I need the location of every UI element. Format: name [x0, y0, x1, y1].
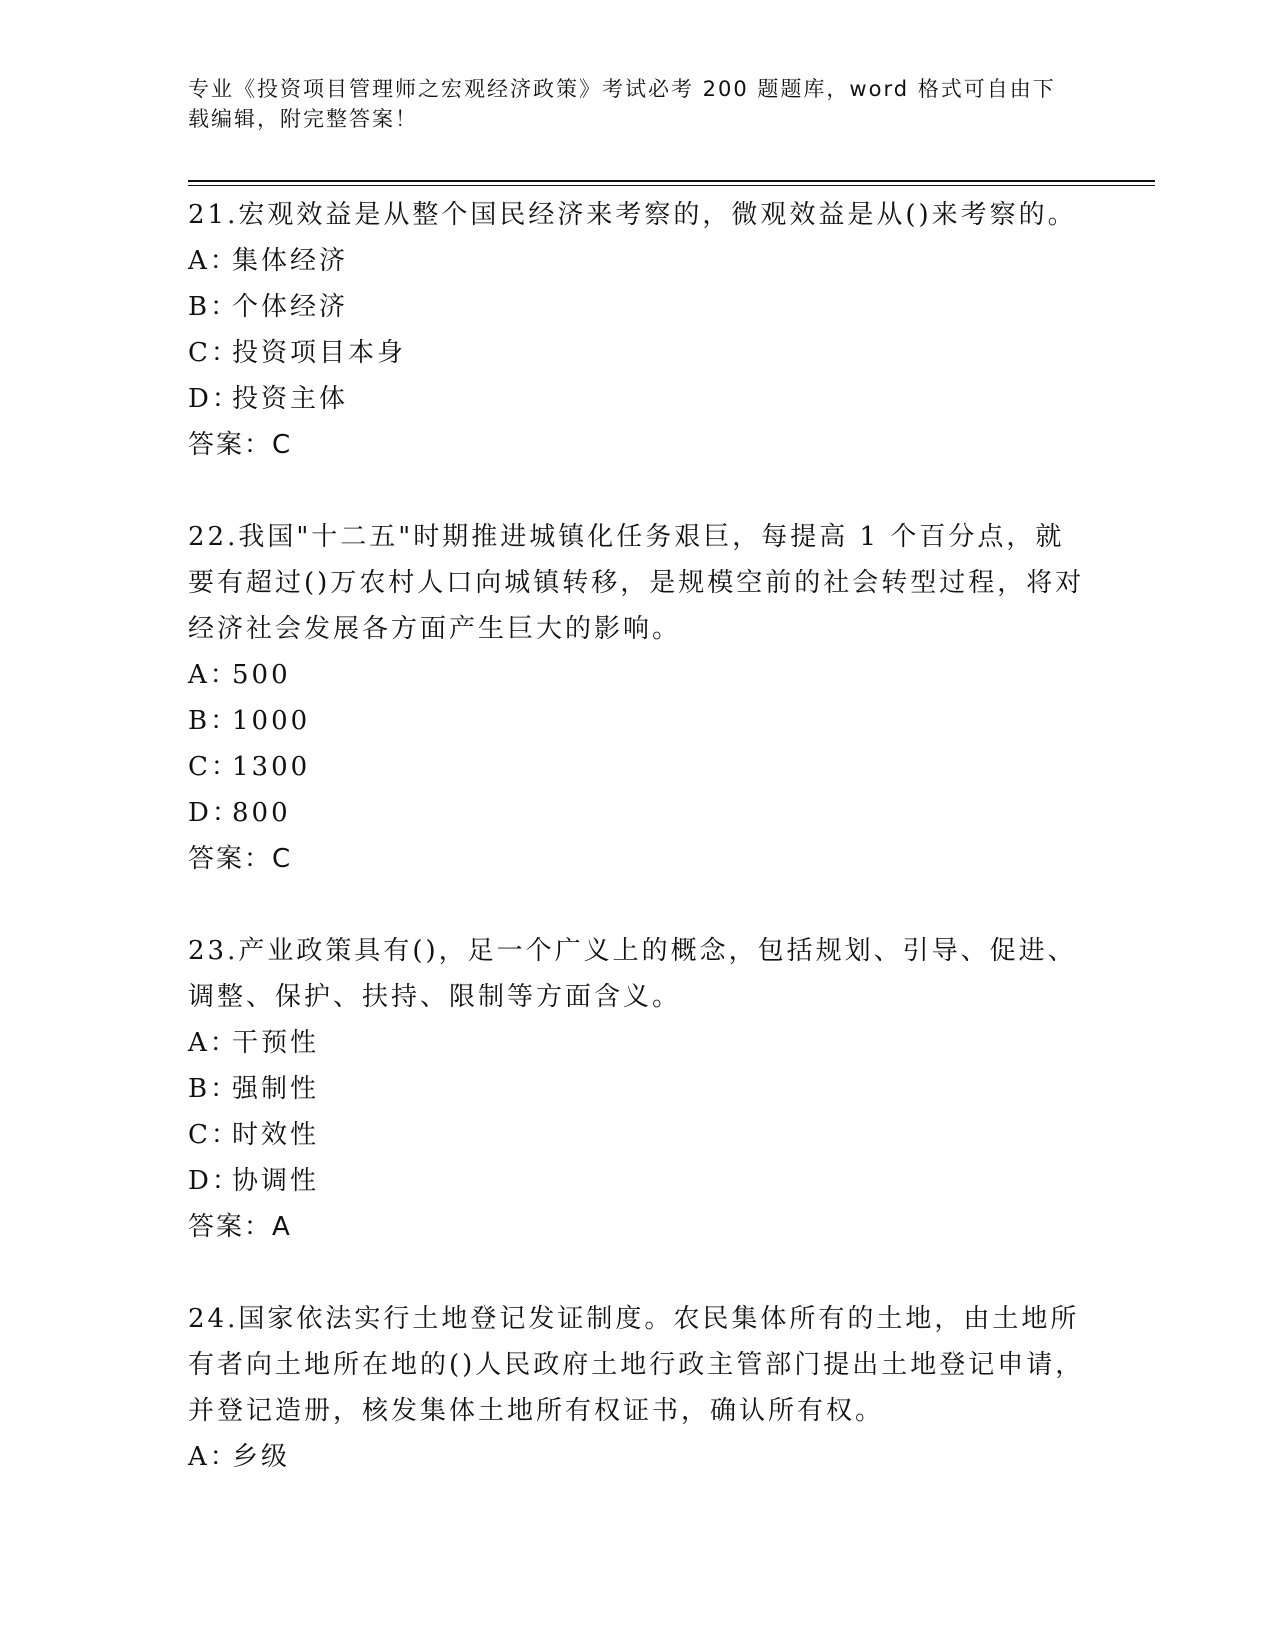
question-21	[188, 192, 1088, 468]
option-d	[188, 1158, 1088, 1204]
option-a	[188, 1020, 1088, 1066]
option-text: 干预性	[232, 1028, 320, 1058]
question-stem: 21.宏观效益是从整个国民经济来考察的，微观效益是从()来考察的。	[188, 200, 1077, 230]
question-22	[188, 514, 1088, 882]
option-d	[188, 376, 1088, 422]
option-label: B：	[188, 1074, 240, 1104]
answer: 答案：A	[188, 1212, 292, 1242]
header-rule-bottom	[188, 185, 1155, 186]
question-stem: 23.产业政策具有()，足一个广义上的概念，包括规划、引导、促进、调整、保护、扶持、限制等方面含义。	[188, 936, 1077, 1012]
option-label: C：	[188, 338, 240, 368]
option-text: 强制性	[232, 1074, 320, 1104]
option-text: 800	[232, 798, 291, 828]
option-label: C：	[188, 1120, 240, 1150]
document-header: 专业《投资项目管理师之宏观经济政策》考试必考 200 题题库，word 格式可自由下载编辑，附完整答案！	[188, 77, 1056, 131]
option-text: 协调性	[232, 1166, 320, 1196]
option-text: 投资项目本身	[232, 338, 407, 368]
option-label: D：	[188, 798, 241, 828]
option-a	[188, 1434, 1088, 1480]
option-text: 集体经济	[232, 246, 349, 276]
question-stem: 22.我国"十二五"时期推进城镇化任务艰巨，每提高 1 个百分点，就要有超过()万农村人口向城镇转移，是规模空前的社会转型过程，将对经济社会发展各方面产生巨大的影响。	[188, 522, 1085, 644]
option-label: A：	[188, 660, 239, 690]
option-a	[188, 652, 1088, 698]
spacer	[188, 1250, 1088, 1296]
spacer	[188, 882, 1088, 928]
option-b	[188, 284, 1088, 330]
option-text: 乡级	[232, 1442, 291, 1472]
option-label: A：	[188, 1442, 239, 1472]
option-text: 投资主体	[232, 384, 349, 414]
option-text: 个体经济	[232, 292, 349, 322]
option-b	[188, 1066, 1088, 1112]
option-text: 时效性	[232, 1120, 320, 1150]
option-label: C：	[188, 752, 240, 782]
option-text: 1000	[232, 706, 311, 736]
question-stem: 24.国家依法实行土地登记发证制度。农民集体所有的土地，由土地所有者向土地所在地的()人民政府土地行政主管部门提出土地登记申请，并登记造册，核发集体土地所有权证书，确认所有权。	[188, 1304, 1085, 1426]
option-label: D：	[188, 384, 241, 414]
option-a	[188, 238, 1088, 284]
option-c	[188, 744, 1088, 790]
spacer	[188, 468, 1088, 514]
option-label: A：	[188, 1028, 239, 1058]
option-label: D：	[188, 1166, 241, 1196]
option-label: A：	[188, 246, 239, 276]
option-b	[188, 698, 1088, 744]
option-label: B：	[188, 292, 240, 322]
answer: 答案：C	[188, 430, 293, 460]
question-list	[188, 192, 1088, 1480]
question-23	[188, 928, 1088, 1250]
option-c	[188, 1112, 1088, 1158]
option-d	[188, 790, 1088, 836]
answer: 答案：C	[188, 844, 293, 874]
option-text: 1300	[232, 752, 311, 782]
question-24	[188, 1296, 1088, 1480]
header-rule-top	[188, 180, 1155, 182]
option-text: 500	[232, 660, 291, 690]
option-c	[188, 330, 1088, 376]
option-label: B：	[188, 706, 240, 736]
